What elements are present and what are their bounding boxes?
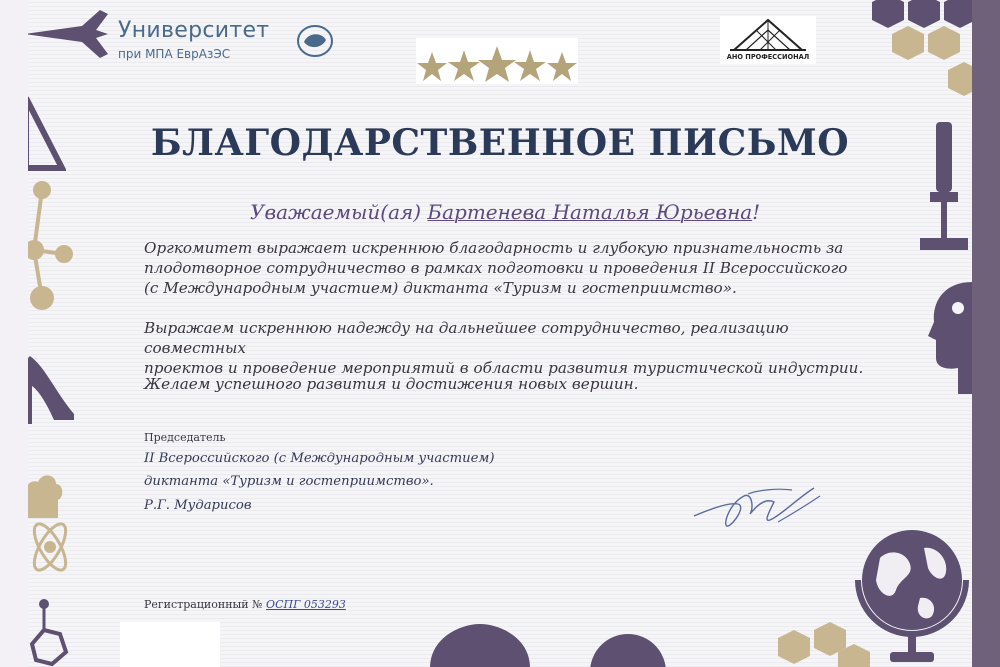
paragraph-line: Выражаем искреннюю надежду на дальнейшее сотрудничество, реализацию совместных (144, 319, 789, 357)
registration-line (144, 598, 346, 611)
document-title: БЛАГОДАРСТВЕННОЕ ПИСЬМО (150, 122, 850, 164)
university-title: Университет (118, 18, 270, 43)
registration-label: Регистрационный № (144, 598, 263, 611)
paragraph-1 (144, 238, 874, 298)
greeting (250, 200, 760, 224)
high-heel-icon (28, 350, 78, 430)
signature-icon (688, 474, 848, 534)
hexagons-bottom-icon (768, 618, 878, 667)
stars-icon (416, 38, 578, 84)
paragraph-line: Оргкомитет выражает искреннюю благодарность и глубокую признательность за (144, 239, 844, 257)
registration-number: ОСПГ 053293 (266, 598, 346, 611)
certificate-page (28, 0, 972, 667)
atom-icon (28, 512, 82, 582)
molecule-icon (28, 180, 82, 330)
recipient-name: Бартенева Наталья Юрьевна (427, 200, 753, 224)
ano-emblem-icon (720, 16, 816, 54)
greeting-suffix: ! (752, 200, 761, 224)
university-logo (114, 14, 344, 64)
ano-label: АНО ПРОФЕССИОНАЛ (726, 53, 810, 61)
hexagons-icon (852, 0, 972, 114)
light-bulb-icon (420, 618, 540, 667)
airplane-icon (28, 4, 110, 64)
paragraph-line: (с Международным участием) диктанта «Туризм и гостеприимство». (144, 279, 737, 297)
chemistry-icon (28, 594, 94, 667)
university-emblem-icon (296, 24, 334, 58)
signer-name: Р.Г. Мударисов (144, 498, 252, 513)
ano-logo (720, 16, 816, 64)
paragraph-line: проектов и проведение мероприятий в области развития туристической индустрии. (144, 359, 864, 377)
paragraph-line: Желаем успешного развития и достижения новых вершин. (144, 375, 639, 393)
paragraph-3 (144, 374, 874, 394)
paragraph-line: плодотворное сотрудничество в рамках подготовки и проведения II Всероссийского (144, 259, 848, 277)
periodic-tiles-icon (588, 632, 668, 667)
head-profile-icon (928, 278, 972, 398)
university-subtitle: при МПА ЕврАзЭС (118, 47, 231, 61)
paragraph-2 (144, 318, 874, 378)
right-margin-band (972, 0, 1000, 667)
signer-role: Председатель (144, 431, 226, 444)
left-margin-band (0, 0, 28, 667)
rating-stars (416, 38, 578, 84)
greeting-prefix: Уважаемый(ая) (250, 200, 422, 224)
blank-patch (120, 622, 220, 667)
signer-line: II Всероссийского (с Международным участием) (144, 451, 495, 466)
signer-line: диктанта «Туризм и гостеприимство». (144, 474, 434, 489)
